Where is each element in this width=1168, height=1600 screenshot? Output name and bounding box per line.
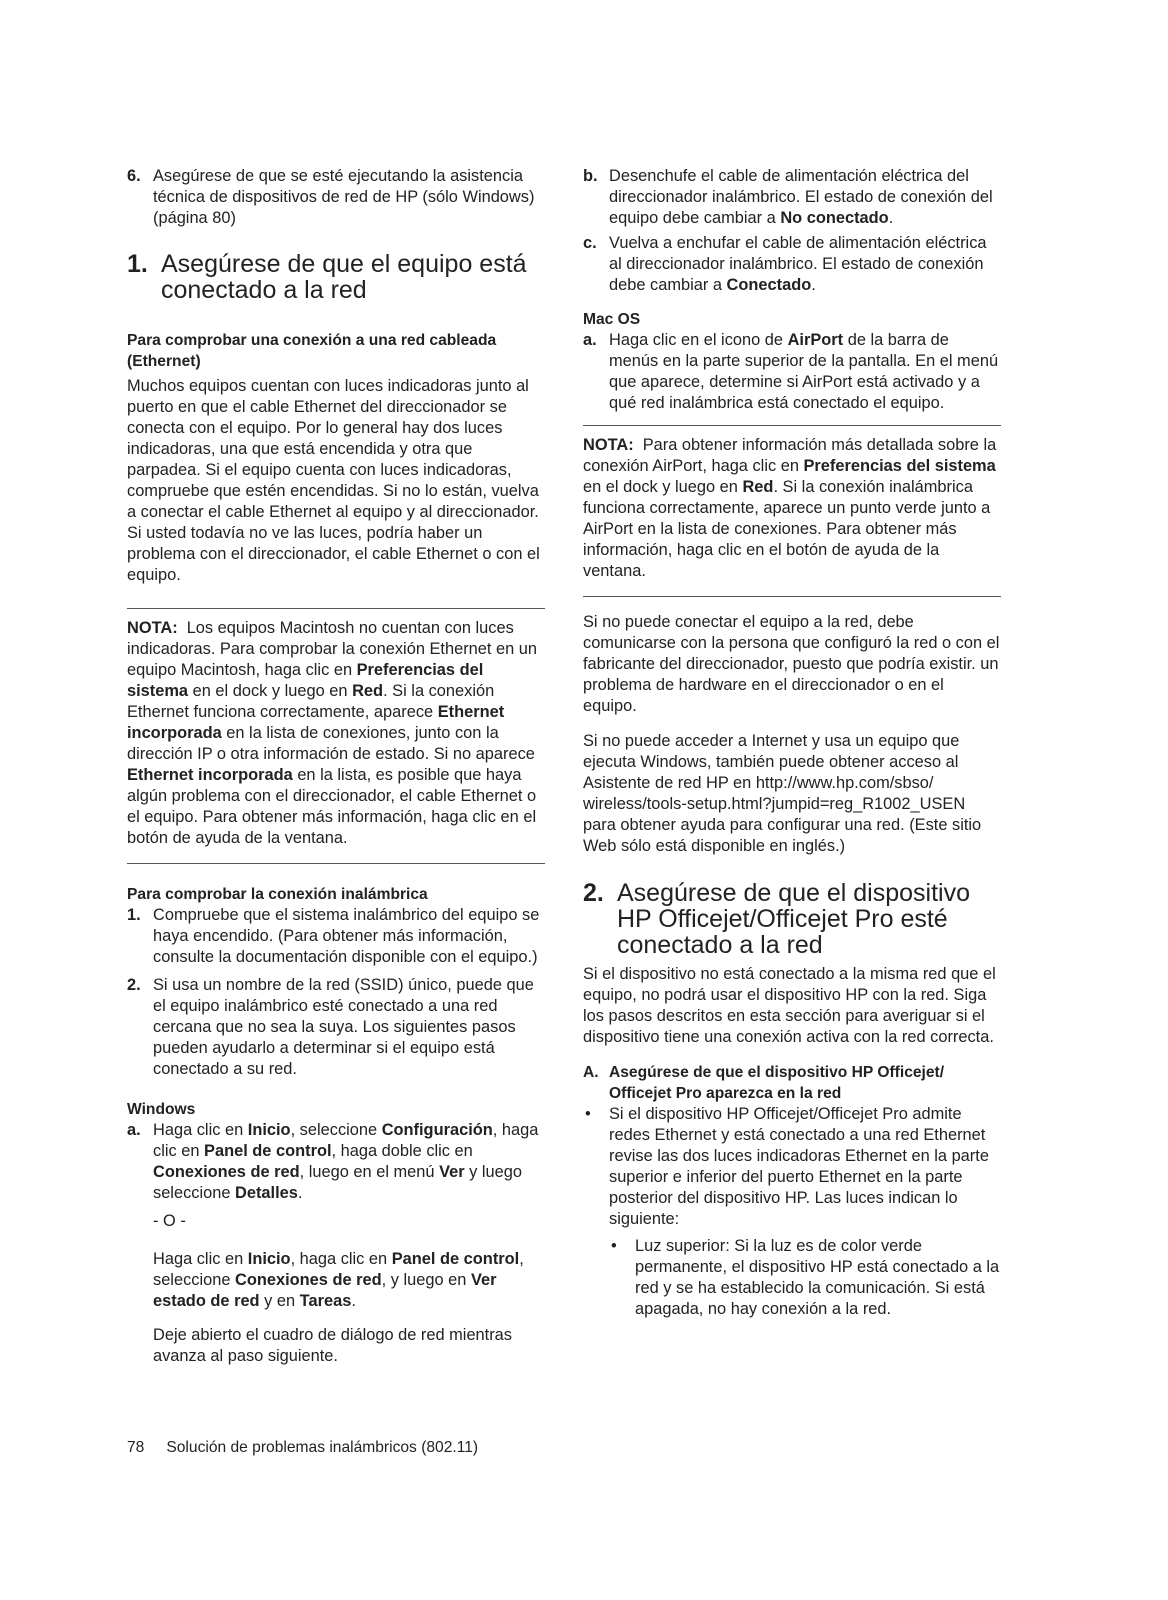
- list-item-text: Si usa un nombre de la red (SSID) único, puede que el equipo inalámbrico esté conectado a una red cercana que no sea la suya. Los siguientes pasos pueden ayudarlo a determinar si el equipo está conectado a su red.: [153, 976, 534, 1078]
- mac-heading: Mac OS: [583, 311, 641, 328]
- left-column: [127, 166, 545, 1367]
- item-text: de la barra de menús en la parte superior de la pantalla. En el menú que aparece, determine si AirPort está activado y a qué red inalámbrica está conectado el equipo.: [609, 331, 999, 412]
- item-text: , haga doble clic en: [331, 1142, 473, 1160]
- list-letter: c.: [583, 234, 597, 252]
- page-number: 78: [127, 1439, 145, 1456]
- note-bold: Ethernet incorporada: [127, 766, 293, 784]
- note-bold: Preferencias del sistema: [127, 661, 484, 700]
- bullet-text: Luz superior: Si la luz es de color verde permanente, el dispositivo HP está conectado a la red y se ha establecido la comunicación. Si está apagada, no hay conexión a la red.: [635, 1237, 1000, 1318]
- paragraph-internet: Si no puede acceder a Internet y usa un equipo que ejecuta Windows, también puede obtener acceso al Asistente de red HP en http://www.hp.com/sbso/ wireless/tools-setup.html?jumpid=reg_R1002_USEN para obtener ayuda para configurar una red. (Este sitio Web sólo está disponible en inglés.): [583, 732, 982, 855]
- subsection-title: Asegúrese de que el dispositivo HP Officejet/ Officejet Pro aparezca en la red: [609, 1064, 945, 1102]
- item-text: y luego seleccione: [153, 1163, 523, 1202]
- bullet-item: [583, 1104, 1001, 1230]
- note-text: . Si la conexión Ethernet funciona correctamente, aparece: [127, 682, 495, 721]
- list-item-6: [127, 166, 545, 229]
- list-number: 6.: [127, 167, 141, 185]
- list-number: 1.: [127, 906, 141, 924]
- item-bold: Detalles: [235, 1184, 298, 1202]
- item-bold: Tareas: [299, 1292, 352, 1310]
- item-bold: Inicio: [247, 1121, 291, 1139]
- list-item-text: Compruebe que el sistema inalámbrico del equipo se haya encendido. (Para obtener más información, consulte la documentación disponible con el equipo.): [153, 906, 540, 966]
- section-title: Asegúrese de que el equipo está conectado a la red: [161, 250, 527, 304]
- item-text: Haga clic en: [153, 1250, 248, 1268]
- bullet-mark: •: [585, 1105, 591, 1123]
- section-title: Asegúrese de que el dispositivo HP Officejet/Officejet Pro esté conectado a la red: [617, 879, 971, 959]
- note-text: en el dock y luego en: [583, 478, 743, 496]
- note-text: . Si la conexión inalámbrica funciona correctamente, aparece un punto verde junto a AirPort en la lista de conexiones. Para obtener más información, haga clic en el botón de ayuda de la ventana.: [583, 478, 991, 580]
- item-text: , seleccione: [290, 1121, 382, 1139]
- paragraph-device: Si el dispositivo no está conectado a la misma red que el equipo, no podrá usar el dispositivo HP con la red. Siga los pasos descritos en esta sección para averiguar si el dispositivo tiene una conexión activa con la red correcta.: [583, 965, 996, 1046]
- note-text: en la lista, es posible que haya algún problema con el direccionador, el cable Ethernet o el equipo. Para obtener más información, haga clic en el botón de ayuda de la ventana.: [127, 766, 537, 847]
- item-text: y en: [259, 1292, 300, 1310]
- page-footer: [127, 1438, 478, 1458]
- divider: [583, 425, 1001, 426]
- windows-a-alt: [127, 1249, 545, 1312]
- wireless-heading: Para comprobar la conexión inalámbrica: [127, 886, 428, 903]
- right-column: [583, 166, 1001, 1320]
- section-heading-1: [127, 251, 545, 303]
- item-bold: Conectado: [726, 276, 812, 294]
- note-mac-ethernet: [127, 618, 545, 849]
- bullet-item-nested: [609, 1236, 1001, 1320]
- item-bold: Panel de control: [391, 1250, 520, 1268]
- list-item-mac-a: [583, 330, 1001, 414]
- list-number: 2.: [127, 976, 141, 994]
- note-text: Los equipos Macintosh no cuentan con luces indicadoras. Para comprobar la conexión Ethernet en un equipo Macintosh, haga clic en: [127, 619, 538, 679]
- note-bold: Red: [352, 682, 384, 700]
- item-text: , haga clic en: [290, 1250, 392, 1268]
- section-heading-2: [583, 880, 1001, 958]
- section-number: 2.: [583, 879, 604, 907]
- note-label: NOTA:: [583, 436, 634, 454]
- note-bold: Red: [742, 478, 774, 496]
- list-letter: a.: [583, 331, 597, 349]
- item-text: , y luego en: [381, 1271, 471, 1289]
- footer-section-title: Solución de problemas inalámbricos (802.11): [166, 1439, 479, 1456]
- wired-heading: Para comprobar una conexión a una red cableada (Ethernet): [127, 332, 497, 370]
- item-bold: Ver estado de red: [153, 1271, 497, 1310]
- list-item-b: [583, 166, 1001, 229]
- item-text: Haga clic en el icono de: [609, 331, 788, 349]
- item-text: Haga clic en: [153, 1121, 248, 1139]
- item-bold: No conectado: [780, 209, 889, 227]
- item-bold: Conexiones de red: [153, 1163, 300, 1181]
- paragraph-no-connect: Si no puede conectar el equipo a la red, debe comunicarse con la persona que configuró la red o con el fabricante del direccionador, puesto que podría existir. un problema de hardware en el direccionador o en el equipo.: [583, 613, 1000, 715]
- divider: [127, 863, 545, 864]
- item-text: .: [351, 1292, 356, 1310]
- subsection-letter: A.: [583, 1064, 599, 1081]
- windows-heading: Windows: [127, 1101, 196, 1118]
- item-bold: Conexiones de red: [235, 1271, 382, 1289]
- section-number: 1.: [127, 250, 148, 278]
- item-text: , luego en el menú: [299, 1163, 440, 1181]
- list-letter: b.: [583, 167, 598, 185]
- list-item-w1: [127, 905, 545, 968]
- item-text: .: [888, 209, 894, 227]
- subsection-a: [583, 1062, 1001, 1104]
- note-text: Para obtener información más detallada sobre la conexión AirPort, haga clic en: [583, 436, 997, 475]
- item-text: .: [297, 1184, 303, 1202]
- list-item-text: Asegúrese de que se esté ejecutando la asistencia técnica de dispositivos de red de HP (sólo Windows) (página 80): [153, 167, 535, 227]
- divider: [127, 608, 545, 609]
- note-text: en el dock y luego en: [188, 682, 353, 700]
- note-bold: Ethernet incorporada: [127, 703, 505, 742]
- item-bold: Ver: [439, 1163, 465, 1181]
- item-bold: Inicio: [247, 1250, 291, 1268]
- item-bold: Configuración: [381, 1121, 493, 1139]
- item-text: , haga clic en: [153, 1121, 539, 1160]
- item-text: .: [811, 276, 816, 294]
- item-text: Vuelva a enchufar el cable de alimentación eléctrica al direccionador inalámbrico. El estado de conexión debe cambiar a: [609, 234, 987, 294]
- item-text: Desenchufe el cable de alimentación eléctrica del direccionador inalámbrico. El estado de conexión del equipo debe cambiar a: [609, 167, 993, 227]
- or-separator: - O -: [153, 1212, 186, 1230]
- bullet-mark: •: [611, 1237, 617, 1255]
- note-airport: [583, 435, 1001, 582]
- list-letter: a.: [127, 1121, 141, 1139]
- note-text: en la lista de conexiones, junto con la dirección IP o otra información de estado. Si no aparece: [127, 724, 535, 763]
- wired-paragraph: Muchos equipos cuentan con luces indicadoras junto al puerto en que el cable Ethernet del direccionador se conecta con el equipo. Por lo general hay dos luces indicadoras, una que está encendida y otra que parpadea. Si el equipo cuenta con luces indicadoras, compruebe que estén encendidas. Si no lo están, vuelva a conectar el cable Ethernet al equipo y al direccionador. Si usted todavía no ve las luces, podría haber un problema con el direccionador, el cable Ethernet o con el equipo.: [127, 377, 540, 584]
- list-item-c: [583, 233, 1001, 296]
- bullet-text: Si el dispositivo HP Officejet/Officejet Pro admite redes Ethernet y está conectado a una red Ethernet revise las dos luces indicadoras Ethernet en la parte superior e inferior del puerto Ethernet en la parte posterior del dispositivo HP. Las luces indican lo siguiente:: [609, 1105, 989, 1228]
- windows-a-note: Deje abierto el cuadro de diálogo de red mientras avanza al paso siguiente.: [153, 1326, 512, 1365]
- note-bold: Preferencias del sistema: [803, 457, 996, 475]
- item-text: , seleccione: [153, 1250, 524, 1289]
- item-bold: Panel de control: [204, 1142, 332, 1160]
- divider: [583, 596, 1001, 597]
- list-item-windows-a: [127, 1120, 545, 1204]
- note-label: NOTA:: [127, 619, 178, 637]
- list-item-w2: [127, 975, 545, 1080]
- item-bold: AirPort: [787, 331, 844, 349]
